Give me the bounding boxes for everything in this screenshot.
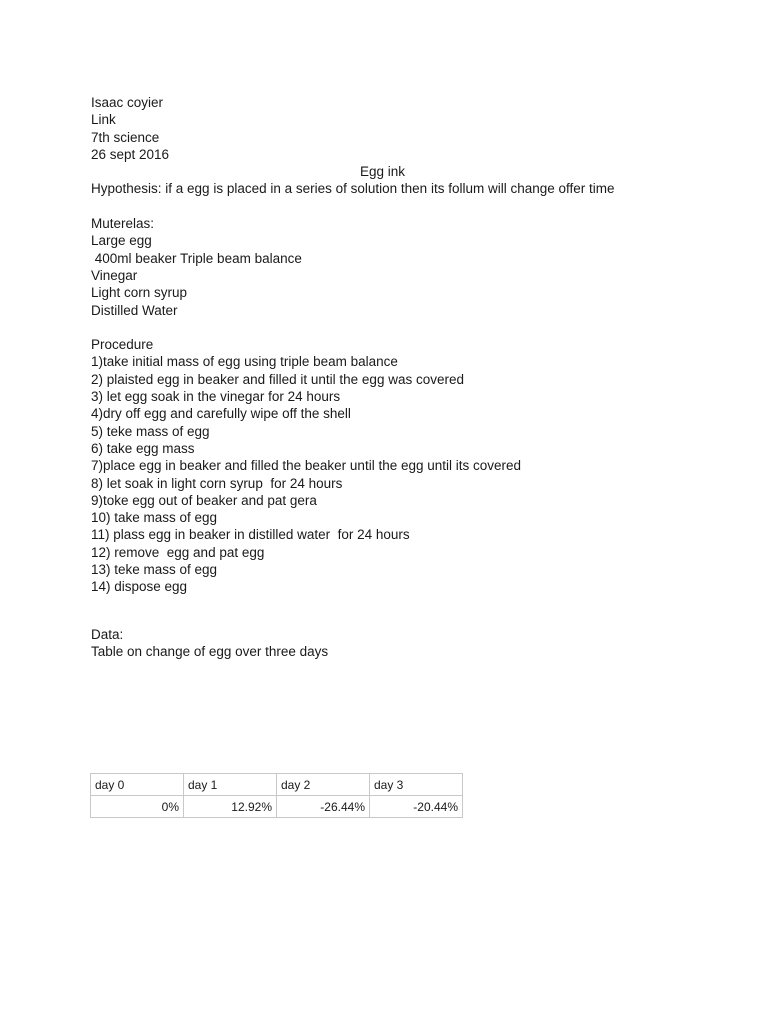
- table-header-cell: day 0: [91, 774, 184, 796]
- materials-item: 400ml beaker Triple beam balance: [91, 250, 302, 266]
- student-name: Isaac coyier: [91, 95, 164, 110]
- procedure-heading: Procedure: [91, 337, 154, 353]
- hypothesis-text: Hypothesis: if a egg is placed in a series of solution then its follum will change offer time: [91, 181, 615, 197]
- materials-item: Light corn syrup: [91, 285, 188, 301]
- spacer: [91, 319, 711, 336]
- procedure-step: 6) take egg mass: [91, 440, 195, 456]
- document-body: [91, 94, 711, 660]
- procedure-step: 1)take initial mass of egg using triple beam balance: [91, 354, 398, 370]
- course-name: 7th science: [91, 129, 160, 145]
- data-table-container: [90, 773, 463, 818]
- class-link: Link: [91, 112, 116, 128]
- table-cell: -20.44%: [370, 796, 463, 818]
- table-cell: -26.44%: [277, 796, 370, 818]
- table-header-cell: day 2: [277, 774, 370, 796]
- egg-change-table: [90, 773, 463, 818]
- table-cell: 0%: [91, 796, 184, 818]
- spacer: [91, 198, 711, 215]
- procedure-step: 2) plaisted egg in beaker and filled it until the egg was covered: [91, 371, 464, 387]
- procedure-step: 3) let egg soak in the vinegar for 24 hours: [91, 389, 341, 405]
- materials-heading: Muterelas:: [91, 216, 155, 232]
- table-header-row: [91, 774, 463, 796]
- procedure-step: 14) dispose egg: [91, 579, 188, 595]
- procedure-step: 12) remove egg and pat egg: [91, 544, 265, 560]
- spacer: [91, 596, 711, 626]
- table-header-cell: day 1: [184, 774, 277, 796]
- procedure-step: 8) let soak in light corn syrup for 24 hours: [91, 475, 343, 491]
- document-date: 26 sept 2016: [91, 146, 170, 162]
- procedure-step: 13) teke mass of egg: [91, 562, 218, 578]
- materials-item: Distilled Water: [91, 302, 178, 318]
- table-header-cell: day 3: [370, 774, 463, 796]
- table-row: [91, 796, 463, 818]
- procedure-step: 5) teke mass of egg: [91, 423, 210, 439]
- data-heading: Data:: [91, 626, 124, 642]
- data-caption: Table on change of egg over three days: [91, 643, 329, 659]
- document-title: Egg ink: [360, 164, 406, 180]
- table-cell: 12.92%: [184, 796, 277, 818]
- procedure-step: 4)dry off egg and carefully wipe off the shell: [91, 406, 351, 422]
- procedure-step: 11) plass egg in beaker in distilled water for 24 hours: [91, 527, 410, 543]
- procedure-step: 7)place egg in beaker and filled the beaker until the egg until its covered: [91, 458, 522, 474]
- procedure-step: 10) take mass of egg: [91, 510, 218, 526]
- materials-item: Large egg: [91, 233, 152, 249]
- procedure-step: 9)toke egg out of beaker and pat gera: [91, 492, 317, 508]
- materials-item: Vinegar: [91, 267, 138, 283]
